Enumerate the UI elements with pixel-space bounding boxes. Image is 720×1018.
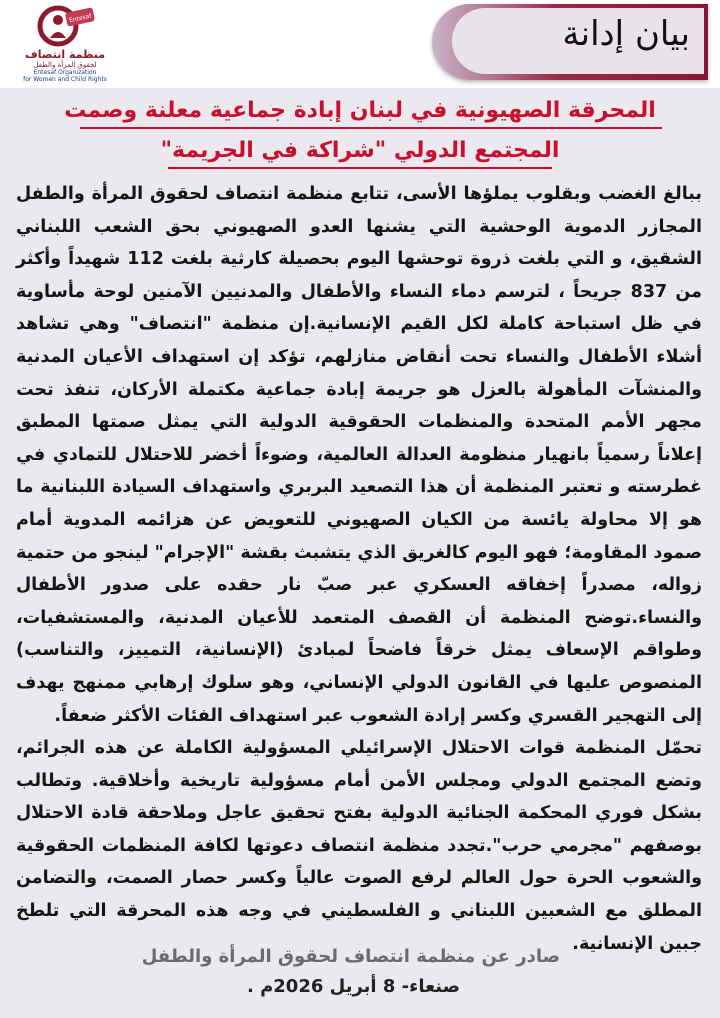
footer-issuer: صادر عن منظمة انتصاف لحقوق المرأة والطفل — [141, 946, 560, 967]
statement-body — [16, 178, 702, 960]
logo-english-line1: Entesaf Organization — [33, 69, 97, 76]
statement-title-line-2: المجتمع الدولي "شراكة في الجريمة" — [160, 138, 560, 163]
logo-arabic-name: منظمة انتصاف — [24, 48, 106, 61]
logo-emblem-icon — [36, 4, 96, 48]
organization-logo — [6, 4, 124, 82]
svg-text:Entesaf: Entesaf — [68, 12, 93, 25]
body-paragraph-1: ببالغ الغضب وبقلوب يملؤها الأسى، تتابع منظمة انتصاف لحقوق المرأة والطفل المجازر الدموية الوحشية التي يشنها العدو الصهيوني بحق الشعب اللبناني الشقيق، و التي بلغت ذروة توحشها اليوم بحصيلة كارثية بلغت 112 شهيداً وأكثر من 837 جريحاً ، لترسم دماء النساء والأطفال والمدنيين الآمنين لوحة مأساوية في ظل استباحة كاملة لكل القيم الإنسانية.إن منظمة "انتصاف" وهي تشاهد أشلاء الأطفال والنساء تحت أنقاض منازلهم، تؤكد إن استهداف الأعيان المدنية والمنشآت المأهولة بالعزل هو جريمة إبادة جماعية مكتملة الأركان، تنفذ تحت مجهر الأمم المتحدة والمنظمات الحقوقية الدولية التي يمثل صمتها المطبق إعلاناً رسمياً بانهيار منظومة العدالة العالمية، وضوءاً أخضر للاحتلال للتمادي في غطرسته و تعتبر المنظمة أن هذا التصعيد البربري واستهداف السيادة اللبنانية ما هو إلا محاولة يائسة من الكيان الصهيوني للتعويض عن هزائمه المدوية أمام صمود المقاومة؛ فهو اليوم كالغريق الذي يتشبث بقشة "الإجرام" لينجو من حتمية زواله، مصدراً إخفاقه العسكري عبر صبّ نار حقده على صدور الأطفال والنساء.توضح المنظمة أن القصف المتعمد للأعيان المدنية، والمستشفيات، وطواقم الإسعاف يمثل خرقاً فاضحاً لمبادئ (الإنسانية، التمييز، والتناسب) المنصوص عليها في القانون الدولي الإنساني، وهو سلوك إرهابي ممنهج يهدف إلى التهجير القسري وكسر إرادة الشعوب عبر استهداف الفئات الأكثر ضعفاً. — [16, 184, 702, 726]
title-underline-1 — [80, 127, 662, 129]
logo-english-line2: for Women and Child Rights — [23, 76, 107, 83]
body-paragraph-2: تحمّل المنظمة قوات الاحتلال الإسرائيلي المسؤولية الكاملة عن هذه الجرائم، وتضع المجتمع الدولي ومجلس الأمن أمام مسؤولية تاريخية وأخلاقية. وتطالب بشكل فوري المحكمة الجنائية الدولية بفتح تحقيق عاجل وملاحقة قادة الاحتلال بوصفهم "مجرمي حرب".تجدد منظمة انتصاف دعوتها لكافة المنظمات الحقوقية والشعوب الحرة حول العالم لرفع الصوت عالياً وكسر حصار الصمت، والتضامن المطلق مع الشعبين اللبناني و الفلسطيني في وجه هذه المحرقة التي تلطخ جبين الإنسانية. — [16, 738, 702, 954]
footer-date: صنعاء- 8 أبريل 2026م . — [246, 976, 460, 997]
logo-arabic-sub: لحقوق المرأة والطفل — [33, 61, 97, 69]
logo-english-name — [6, 69, 124, 83]
header — [0, 0, 720, 88]
title-underline-2 — [168, 167, 552, 169]
statement-title-line-1: المحرقة الصهيونية في لبنان إبادة جماعية معلنة وصمت — [64, 98, 656, 123]
banner-title: بيان إدانة — [562, 14, 690, 54]
